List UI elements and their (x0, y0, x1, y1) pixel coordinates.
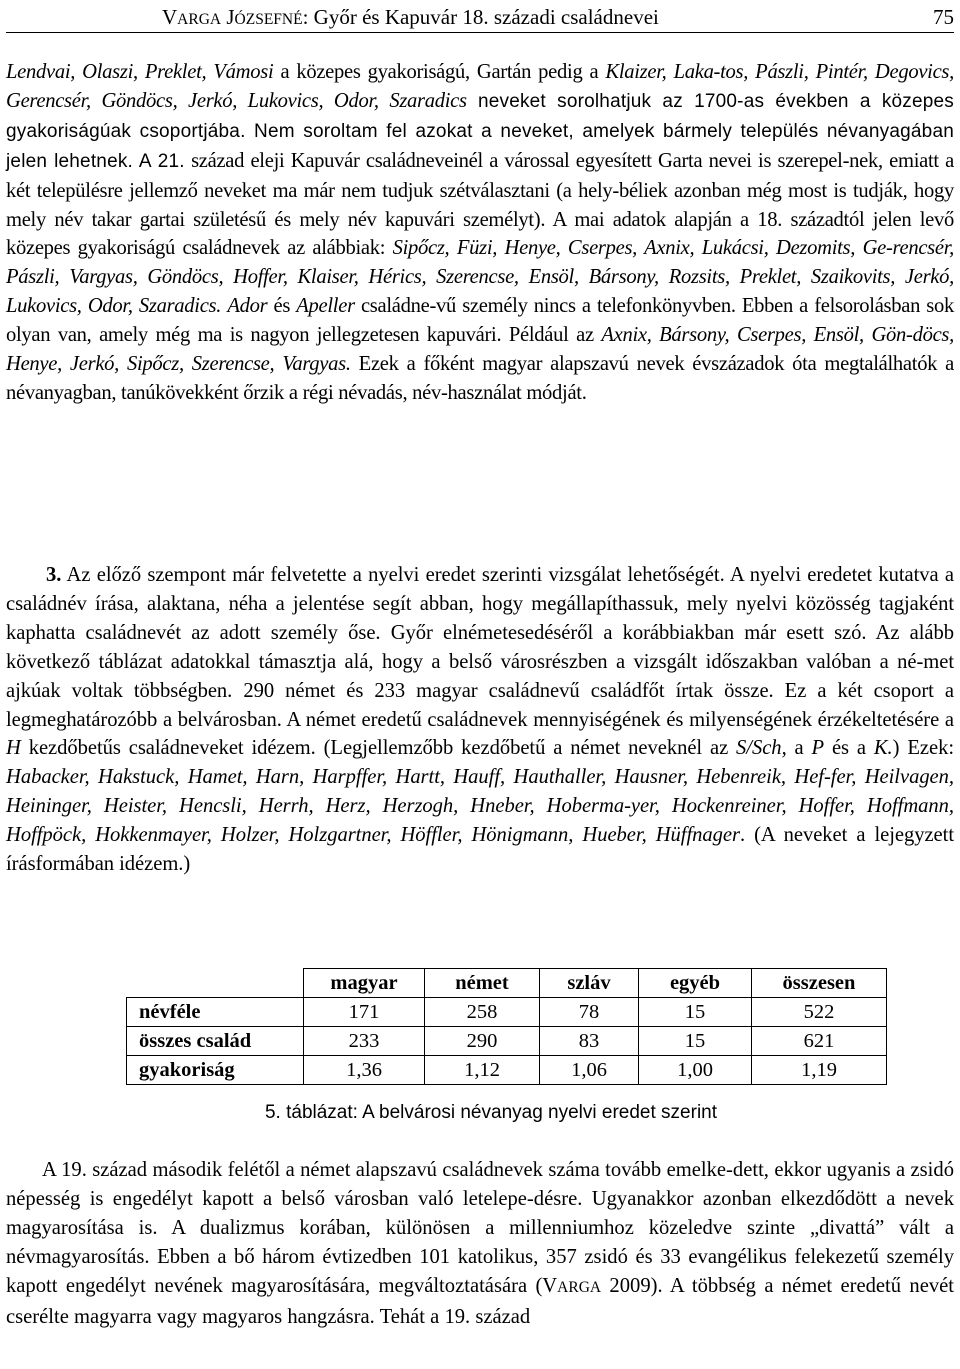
p1-text-3: század eleji Kapuvár családneveinél a várossal egyesített Garta nevei is szerepel-nek, emiatt a két településre jellemző neveket ma már nem tudjuk szétválasztani (a hely-béliek azonban még most is tudják, hogy mely név takar gartai születésű és mely név kapuvári személyt). A mai adatok alapján a 18. századtól jelen levő közepes gyakoriságú családnevek az alábbiak: (6, 149, 954, 260)
table-cell: 83 (540, 1027, 639, 1056)
author-initial-v: V (162, 5, 178, 29)
p1-italic-names-1: Lendvai, Olaszi, Preklet, Vámosi (6, 61, 274, 83)
table-header-row (127, 969, 887, 998)
table-row (127, 1027, 887, 1056)
table-cell: 15 (639, 1027, 752, 1056)
table-caption-text: 5. táblázat: A belvárosi névanyag nyelvi eredet szerint (264, 1102, 718, 1123)
p2-italic-names: Habacker, Hakstuck, Hamet, Harn, Harpffer, Hartt, Hauff, Hauthaller, Hausner, Hebenreik, Hef-fer, Heilvagen, Heininger, Heister, Hencsli, Herrh, Herz, Herzogh, Hneber, Hobermа-yer, Hockenreiner, Hoffer, Hoffmann, Hoffpöck, Hokkenmayer, Holzer, Holzgartner, Höffler, Hönigmann, Hueber, Hüffnager (6, 766, 954, 847)
p1-italic-ador: Ador (227, 295, 268, 318)
column-header: összesen (752, 969, 887, 998)
paragraph-1 (6, 58, 954, 408)
p3-text-2: 2009). A többség a német eredetű nevét cserélte magyarra vagy magyaros hangzásra. Tehát a 19. század (6, 1274, 954, 1328)
section-number: 3. (46, 564, 62, 586)
p1-italic-names-3: Sipőcz, Füzi, Henye, Cserpes, Axnix, Lukácsi, Dezomits, Ge-rencsér, Pászli, Vargyas, Göndöcs, Hoffer, Klaiser, Hérics, Szerencse, Ensöl, Bársony, Rozsits, Preklet, Szaikovits, Jerkó, Lukovics, Odor, Szaradics. (6, 237, 954, 318)
table-cell: 78 (540, 998, 639, 1027)
p1-italic-apeller: Apeller (296, 295, 355, 318)
table-cell: 1,12 (425, 1056, 540, 1085)
p1-text-5: Ezek a főként magyar alapszavú nevek évszázadok óta megtalálhatók a névanyagban, tanúkövekként őrzik a régi névadás, név-használat módját. (6, 353, 955, 404)
p2-text-4: és a (824, 737, 874, 760)
article-title: : Győr és Kapuvár 18. századi családnevei (302, 5, 659, 29)
table-cell: 621 (752, 1027, 887, 1056)
p2-italic-k: K. (873, 737, 893, 760)
table-cell: 1,00 (639, 1056, 752, 1085)
table-cell: 233 (304, 1027, 425, 1056)
column-header: magyar (304, 969, 425, 998)
running-header (6, 4, 954, 30)
p3-smallcaps-author: ARGA (557, 1278, 602, 1296)
column-header: német (425, 969, 540, 998)
table-cell: 15 (639, 998, 752, 1027)
p1-text-2: neveket sorolhatjuk az 1700-as években a közepes gyakoriságúak csoportjába. Nem soroltam fel azokat a neveket, amelyek bármely település névanyagában jelen lehetnek. A 21. (6, 90, 954, 172)
p1-italic-names-2: Klaizer, Laka-tos, Pászli, Pintér, Degovics, Gerencsér, Göndöcs, Jerkó, Lukovics, Odor, Szaradics (6, 61, 954, 112)
p2-italic-p: P (811, 737, 825, 760)
p2-italic-ssch: S/Sch (736, 737, 782, 760)
header-rule (6, 32, 954, 33)
table-cell: 171 (304, 998, 425, 1027)
table-cell: 1,06 (540, 1056, 639, 1085)
table-corner-cell (127, 969, 304, 998)
p1-italic-names-4: Axnix, Bársony, Cserpes, Ensöl, Gön-döcs, Henye, Jerkó, Sipőcz, Szerencse, Vargyas. (6, 324, 954, 376)
p2-text-6: . (A neveket a lejegyzett írásformában idézem.) (6, 824, 954, 876)
author-surname-rest: ARGA (177, 11, 222, 28)
table-cell: 258 (425, 998, 540, 1027)
table-caption (6, 1102, 954, 1124)
table-cell: 1,36 (304, 1056, 425, 1085)
p2-text-2: kezdőbetűs családneveket idézem. (Legjellemzőbb kezdőbetű a német neveknél az (20, 737, 737, 760)
author-given-rest: ÓZSEFNÉ (234, 11, 303, 28)
table-cell: 290 (425, 1027, 540, 1056)
table-row (127, 998, 887, 1027)
paragraph-3 (6, 1156, 954, 1331)
row-label: összes család (127, 1027, 304, 1056)
table-cell: 1,19 (752, 1056, 887, 1085)
row-label: gyakoriság (127, 1056, 304, 1085)
paragraph-2 (6, 561, 954, 879)
p3-text-1: A 19. század második felétől a német alapszavú családnevek száma tovább emelke-dett, ekkor ugyanis a zsidó népesség is engedélyt kapott a belső városban való letelepe-désre. Ugyanakkor azonban elkezdődött a nevek magyarosítása is. A dualizmus korában, különösen a millenniumhoz közeledve szinte „divattá” vált a névmagyarosítás. Ebben a bő három évtizedben 101 katolikus, 357 zsidó és 33 evangélikus felekezetű személy kapott engedélyt nevének magyarosítására, megváltoztatására (V (6, 1159, 954, 1297)
p2-text-1: Az előző szempont már felvetette a nyelvi eredet szerinti vizsgálat lehetőségét. A nyelvi eredetet kutatva a családnév írása, alaktana, néha a jelentése segít abban, hogy megállapíthassuk, mely nyelvi közösség tagjaként kaphatta családnevét az adott személy őse. Győr elnémetesedéséről a korábbiakban már esett szó. Az alább következő táblázat adatokkal támasztja alá, hogy a belső városrészben a vizsgált időszakban valóban a né-met ajkúak voltak többségben. 290 német és 233 magyar családnevű családfőt írtak össze. Ez a két csoport a legmeghatározóbb a belvárosban. A német eredetű családnevek mennyiségének és milyenségének érzékeltetésére a (6, 564, 954, 731)
author-initial-j: J (226, 5, 235, 29)
column-header: egyéb (639, 969, 752, 998)
table-row (127, 1056, 887, 1085)
p1-text-es: és (267, 295, 297, 318)
row-label: névféle (127, 998, 304, 1027)
column-header: szláv (540, 969, 639, 998)
table-cell: 522 (752, 998, 887, 1027)
p2-italic-h: H (6, 737, 21, 760)
p1-text-4: családne-vű személy nincs a telefonkönyvben. Ebben a felsorolásban sok olyan van, amely még ma is nagyon jellegzetesen kapuvári. Például az (6, 295, 954, 347)
running-title (162, 4, 659, 33)
p2-text-5: ) Ezek: (892, 737, 954, 760)
page-number: 75 (933, 5, 954, 29)
p2-text-3: , a (781, 737, 812, 760)
p1-text-1: a közepes gyakoriságú, Gartán pedig a (273, 61, 606, 83)
origin-table (126, 968, 887, 1085)
